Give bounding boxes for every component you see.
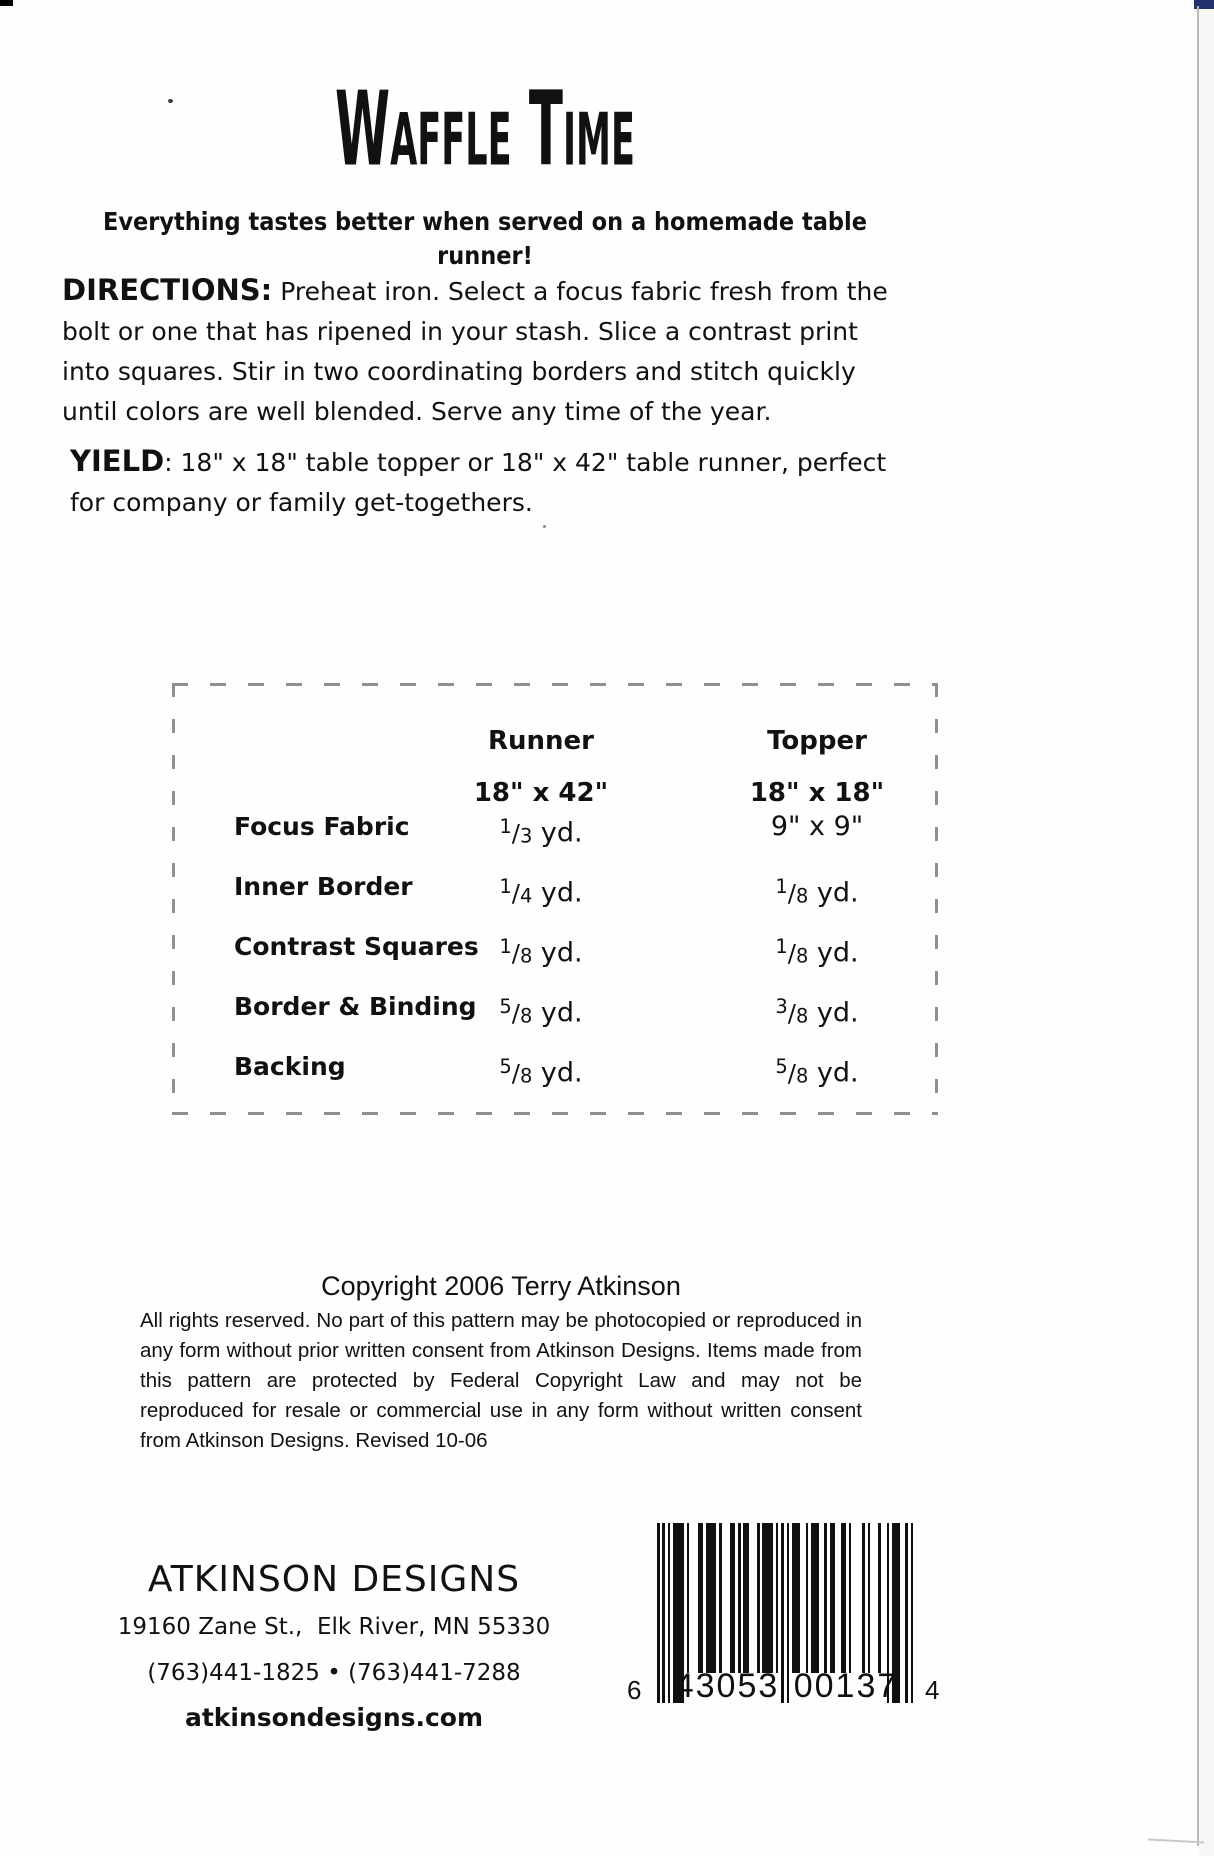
topper-value: $^5$/8 yd. bbox=[775, 1055, 859, 1089]
publisher-name: ATKINSON DESIGNS bbox=[147, 1559, 521, 1600]
directions-label: DIRECTIONS: bbox=[62, 273, 273, 307]
barcode-bar bbox=[706, 1523, 717, 1673]
barcode-prefix-digit: 6 bbox=[627, 1675, 642, 1705]
barcode-bar bbox=[757, 1523, 760, 1673]
barcode-bar bbox=[762, 1523, 773, 1673]
publisher-phones: (763)441-1825 • (763)441-7288 bbox=[147, 1660, 521, 1686]
directions-text: Preheat iron. Select a focus fabric fresh from the bolt or one that has ripened in your stash. Slice a contrast print into squares. Stir in two coordinating borders and stitch quickly until colors are well blended. Serve any time of the year. bbox=[62, 277, 888, 426]
barcode-bar bbox=[806, 1523, 809, 1673]
tagline: Everything tastes better when served on a homemade table runner! bbox=[102, 207, 868, 270]
table-row bbox=[172, 805, 938, 853]
barcode-bar bbox=[911, 1523, 914, 1703]
barcode-bar bbox=[878, 1523, 881, 1673]
barcode-left-digits: 43053 bbox=[674, 1667, 780, 1705]
barcode-bar bbox=[668, 1523, 671, 1703]
scan-artifact-top-left bbox=[0, 0, 13, 6]
directions-paragraph bbox=[62, 270, 910, 432]
runner-value: $^5$/8 yd. bbox=[499, 995, 583, 1029]
column-header-runner bbox=[456, 715, 626, 819]
barcode-right-digits: 00137 bbox=[793, 1667, 899, 1705]
barcode-bar bbox=[662, 1523, 665, 1703]
copyright-heading: Copyright 2006 Terry Atkinson bbox=[321, 1271, 681, 1301]
barcode-bar bbox=[657, 1523, 660, 1703]
runner-value: $^5$/8 yd. bbox=[499, 1055, 583, 1089]
runner-value: $^1$/3 yd. bbox=[499, 815, 583, 849]
publisher-website: atkinsondesigns.com bbox=[184, 1703, 484, 1732]
table-row bbox=[172, 865, 938, 913]
barcode-bar bbox=[905, 1523, 908, 1703]
copyright-body: All rights reserved. No part of this pattern may be photocopied or reproduced in any form without prior written consent from Atkinson Designs. Items made from this pattern are protected by Federal Copyright Law and may not be reproduced for resale or commercial use in any form without written consent from Atkinson Designs. Revised 10-06 bbox=[140, 1309, 862, 1452]
barcode-bar bbox=[841, 1523, 846, 1673]
materials-table bbox=[172, 683, 938, 1115]
yield-label: YIELD bbox=[70, 444, 165, 478]
publisher-block bbox=[110, 1556, 558, 1740]
page-title: Waffle Time bbox=[335, 71, 635, 191]
barcode-bar bbox=[719, 1523, 722, 1673]
scan-speck bbox=[543, 525, 546, 528]
barcode-bar bbox=[862, 1523, 865, 1673]
topper-value: $^1$/8 yd. bbox=[775, 875, 859, 909]
barcode-bar bbox=[830, 1523, 835, 1673]
scan-page-edge-curve bbox=[1148, 1839, 1204, 1844]
barcode-bar bbox=[698, 1523, 703, 1673]
table-row bbox=[172, 1045, 938, 1093]
barcode-bar bbox=[776, 1523, 779, 1673]
runner-value: $^1$/8 yd. bbox=[499, 935, 583, 969]
topper-value: $^1$/8 yd. bbox=[775, 935, 859, 969]
barcode-bar bbox=[687, 1523, 690, 1673]
publisher-address: 19160 Zane St., Elk River, MN 55330 bbox=[117, 1614, 551, 1640]
barcode-bar bbox=[849, 1523, 852, 1673]
topper-value: $^3$/8 yd. bbox=[775, 995, 859, 1029]
barcode-bar bbox=[787, 1523, 790, 1703]
barcode-bar bbox=[811, 1523, 819, 1673]
barcode-bar bbox=[781, 1523, 784, 1703]
barcode-bar bbox=[868, 1523, 871, 1673]
barcode-bar bbox=[824, 1523, 827, 1673]
row-label: Border & Binding bbox=[234, 992, 477, 1021]
column-name: Runner bbox=[487, 726, 594, 756]
barcode-bar bbox=[738, 1523, 741, 1673]
barcode-bar bbox=[730, 1523, 735, 1673]
barcode-bar bbox=[743, 1523, 748, 1673]
table-row bbox=[172, 925, 938, 973]
barcode-bar bbox=[792, 1523, 800, 1673]
row-label: Focus Fabric bbox=[234, 812, 410, 841]
row-label: Inner Border bbox=[234, 872, 413, 901]
upc-barcode bbox=[627, 1523, 940, 1719]
topper-value: 9" x 9" bbox=[770, 811, 864, 842]
scan-margin-strip bbox=[1199, 0, 1214, 1856]
yield-paragraph bbox=[62, 441, 910, 523]
column-name: Topper bbox=[767, 726, 867, 756]
row-label: Backing bbox=[234, 1052, 346, 1081]
table-border-bottom bbox=[172, 1112, 938, 1115]
runner-value: $^1$/4 yd. bbox=[499, 875, 583, 909]
barcode-suffix-digit: 4 bbox=[925, 1675, 940, 1705]
yield-text: : 18" x 18" table topper or 18" x 42" table runner, perfect for company or family get-togethers. bbox=[70, 448, 887, 517]
scan-page-edge-line bbox=[1197, 6, 1199, 1846]
table-border-top bbox=[172, 683, 938, 686]
column-size: 18" x 42" bbox=[473, 778, 609, 808]
table-row bbox=[172, 985, 938, 1033]
column-size: 18" x 18" bbox=[749, 778, 885, 808]
column-header-topper bbox=[732, 715, 902, 819]
row-label: Contrast Squares bbox=[234, 932, 479, 961]
